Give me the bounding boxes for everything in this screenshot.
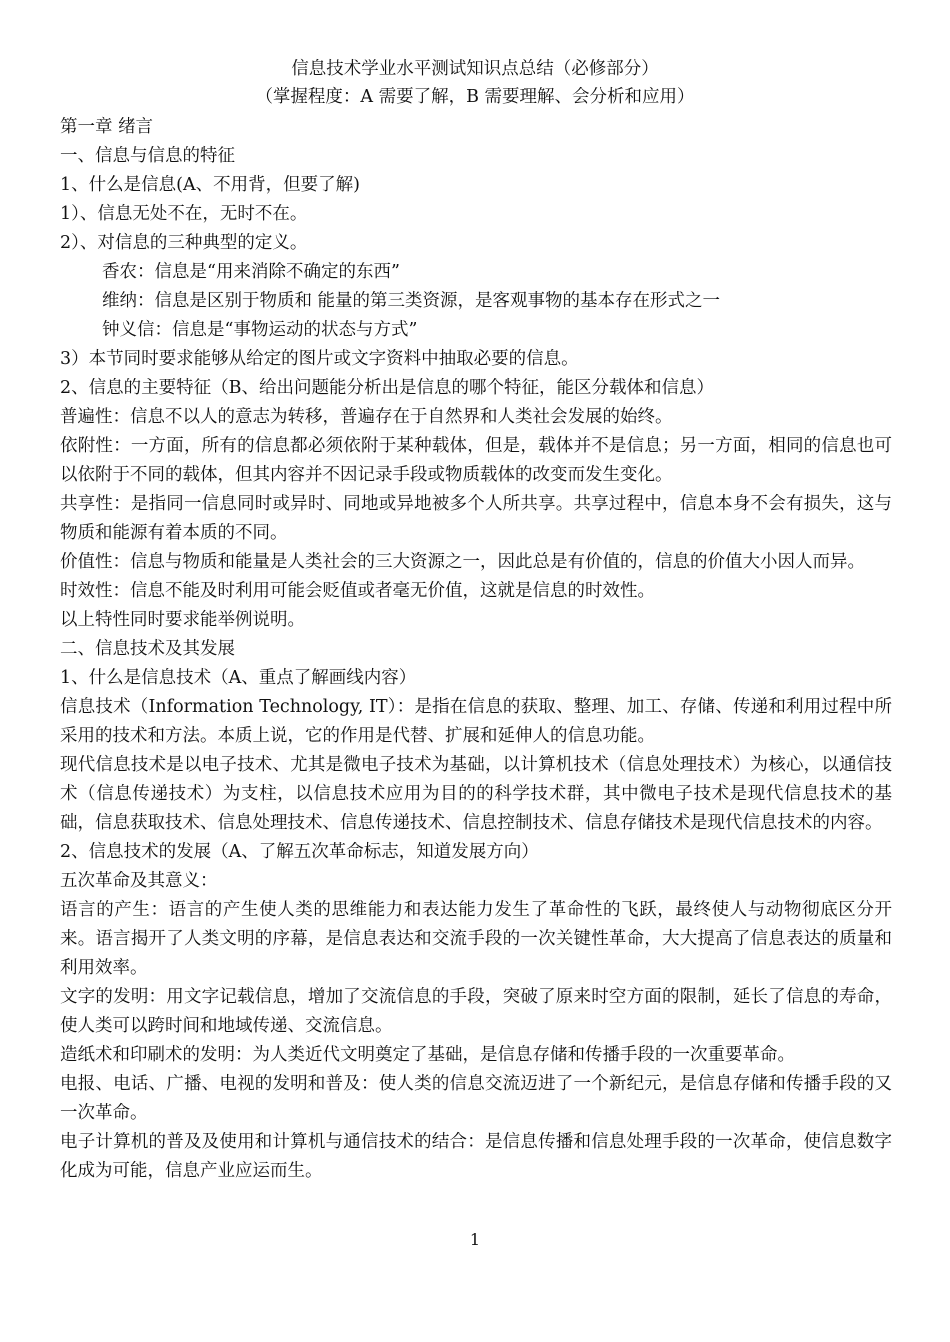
section-heading: 二、信息技术及其发展 (60, 639, 235, 659)
paragraph: 五次革命及其意义： (60, 871, 218, 891)
paragraph: 时效性：信息不能及时利用可能会贬值或者毫无价值，这就是信息的时效性。 (60, 581, 655, 601)
definition-wiener: 维纳：信息是区别于物质和 能量的第三类资源，是客观事物的基本存在形式之一 (102, 291, 721, 311)
paragraph: 以上特性同时要求能举例说明。 (60, 610, 305, 630)
page-number: 1 (469, 1230, 481, 1249)
paragraph: 现代信息技术是以电子技术、尤其是微电子技术为基础，以计算机技术（信息处理技术）为核心，以通信技术（信息传递技术）为支柱，以信息技术应用为目的的科学技术群，其中微电子技术是现代信息技术的基础，信息获取技术、信息处理技术、信息传递技术、信息控制技术、信息存储技术是现代信息技术的内容。 (60, 755, 892, 833)
document-subtitle: （掌握程度：A 需要了解，B 需要理解、会分析和应用） (255, 87, 695, 107)
paragraph: 信息技术（Information Technology, IT）：是指在信息的获取、整理、加工、存储、传递和利用过程中所采用的技术和方法。本质上说，它的作用是代替、扩展和延伸人的信息功能。 (60, 697, 892, 746)
paragraph: 2）、对信息的三种典型的定义。 (60, 233, 308, 253)
paragraph: 3）本节同时要求能够从给定的图片或文字资料中抽取必要的信息。 (60, 349, 579, 369)
subsection-heading: 1、什么是信息技术（A、重点了解画线内容） (60, 668, 417, 688)
document-body (60, 113, 892, 1186)
subsection-heading: 2、信息的主要特征（B、给出问题能分析出是信息的哪个特征，能区分载体和信息） (60, 378, 714, 398)
paragraph: 依附性：一方面，所有的信息都必须依附于某种载体，但是，载体并不是信息；另一方面，相同的信息也可以依附于不同的载体，但其内容并不因记录手段或物质载体的改变而发生变化。 (60, 436, 892, 485)
subsection-heading: 1、什么是信息(A、不用背，但要了解) (60, 175, 360, 195)
paragraph: 文字的发明：用文字记载信息，增加了交流信息的手段，突破了原来时空方面的限制，延长了信息的寿命，使人类可以跨时间和地域传递、交流信息。 (60, 987, 892, 1036)
document-title: 信息技术学业水平测试知识点总结（必修部分） (291, 59, 659, 79)
paragraph: 电报、电话、广播、电视的发明和普及：使人类的信息交流迈进了一个新纪元，是信息存储和传播手段的又一次革命。 (60, 1074, 892, 1123)
section-heading: 一、信息与信息的特征 (60, 146, 235, 166)
paragraph: 1）、信息无处不在，无时不在。 (60, 204, 308, 224)
paragraph: 价值性：信息与物质和能量是人类社会的三大资源之一，因此总是有价值的，信息的价值大小因人而异。 (60, 552, 865, 572)
chapter-heading: 第一章 绪言 (60, 117, 154, 137)
paragraph: 普遍性：信息不以人的意志为转移，普遍存在于自然界和人类社会发展的始终。 (60, 407, 673, 427)
paragraph: 共享性：是指同一信息同时或异时、同地或异地被多个人所共享。共享过程中，信息本身不会有损失，这与物质和能源有着本质的不同。 (60, 494, 892, 543)
definition-shannon: 香农：信息是“用来消除不确定的东西” (102, 262, 400, 282)
paragraph: 电子计算机的普及及使用和计算机与通信技术的结合：是信息传播和信息处理手段的一次革命，使信息数字化成为可能，信息产业应运而生。 (60, 1132, 892, 1181)
paragraph: 造纸术和印刷术的发明：为人类近代文明奠定了基础，是信息存储和传播手段的一次重要革命。 (60, 1045, 795, 1065)
paragraph: 语言的产生：语言的产生使人类的思维能力和表达能力发生了革命性的飞跃，最终使人与动物彻底区分开来。语言揭开了人类文明的序幕，是信息表达和交流手段的一次关键性革命，大大提高了信息表达的质量和利用效率。 (60, 900, 892, 978)
definition-zhong: 钟义信：信息是“事物运动的状态与方式” (102, 320, 418, 340)
subsection-heading: 2、信息技术的发展（A、了解五次革命标志，知道发展方向） (60, 842, 539, 862)
